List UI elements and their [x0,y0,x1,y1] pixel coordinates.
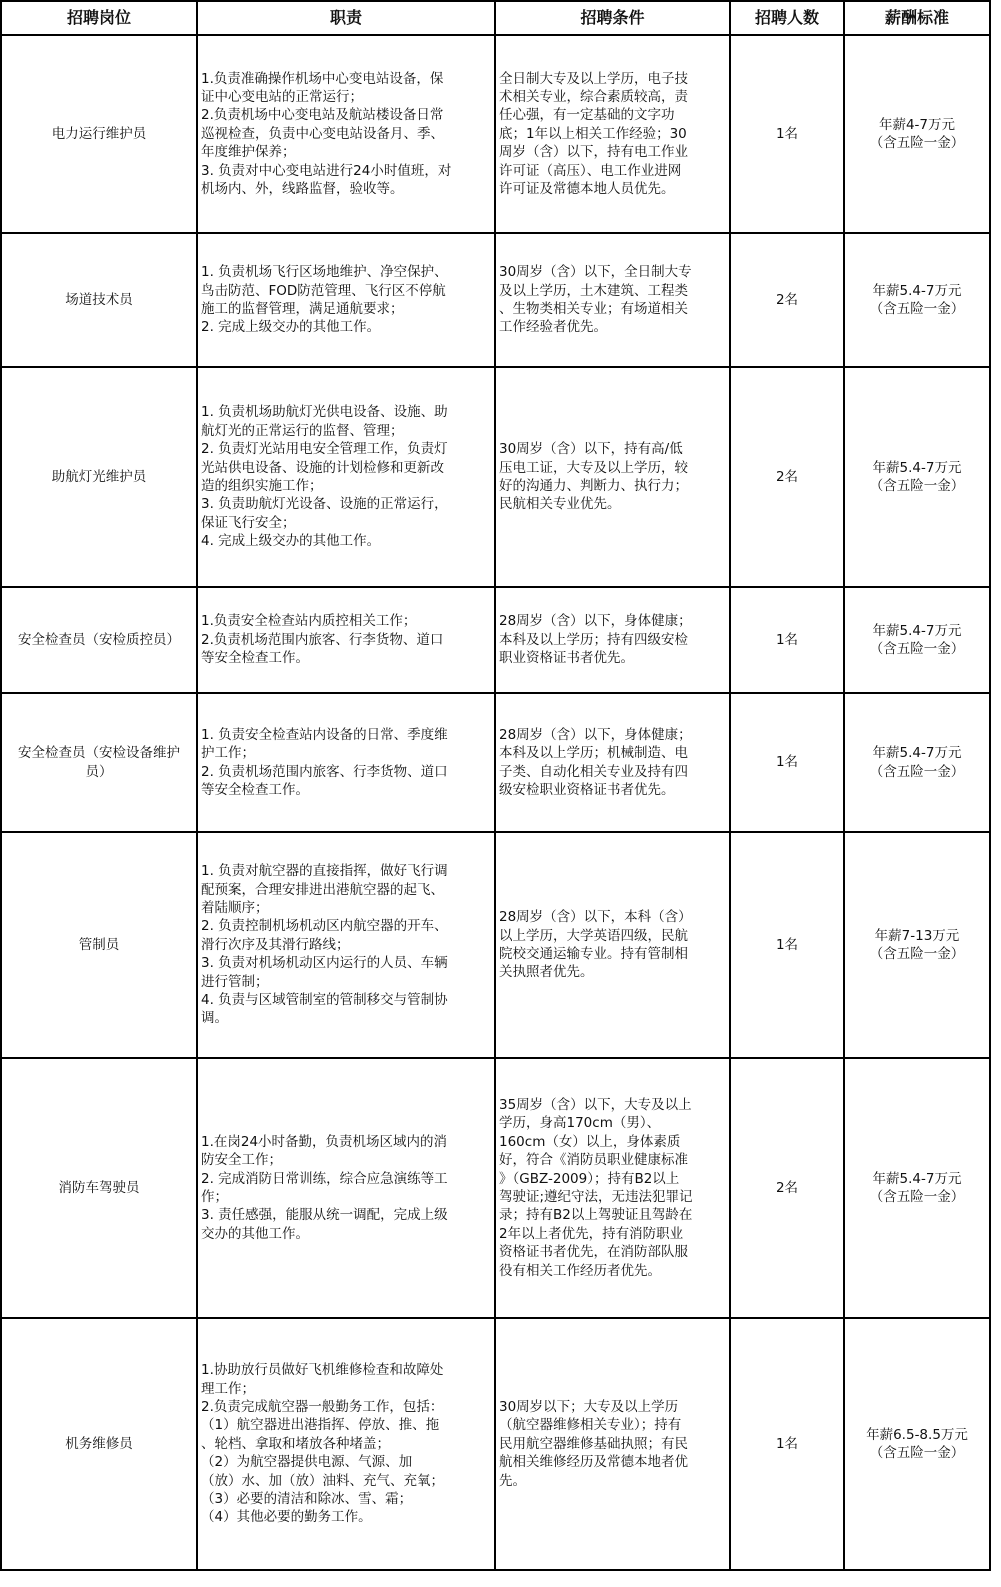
duties-cell: 1. 负责安全检查站内设备的日常、季度维 护工作； 2. 负责机场范围内旅客、行李货物、道口 等安全检查工作。 [197,693,495,832]
requirements-cell: 28周岁（含）以下，本科（含） 以上学历，大学英语四级，民航 院校交通运输专业。持有管制相 关执照者优先。 [495,832,730,1058]
table-row [1,1058,990,1318]
position-cell: 机务维修员 [1,1318,197,1570]
count-cell: 2名 [730,1058,844,1318]
position-cell: 消防车驾驶员 [1,1058,197,1318]
header-duties: 职责 [197,1,495,35]
position-cell: 安全检查员（安检质控员） [1,587,197,693]
duties-cell: 1.协助放行员做好飞机维修检查和故障处 理工作； 2.负责完成航空器一般勤务工作，包括： （1）航空器进出港指挥、停放、推、拖 、轮档、拿取和堵放各种堵盖； （2）为航空器提供电源、气源、加 （放）水、加（放）油料、充气、充氧； （3）必要的清洁和除冰、雪、霜； （4）其他必要的勤务工作。 [197,1318,495,1570]
requirements-cell: 35周岁（含）以下，大专及以上 学历，身高170cm（男）、 160cm（女）以上，身体素质 好，符合《消防员职业健康标准 》（GBZ-2009）；持有B2以上 驾驶证;遵纪守法，无违法犯罪记 录；持有B2以上驾驶证且驾龄在 2年以上者优先，持有消防职业 资格证书者优先，在消防部队服 役有相关工作经历者优先。 [495,1058,730,1318]
position-cell: 安全检查员（安检设备维护 员） [1,693,197,832]
salary-cell: 年薪5.4-7万元 （含五险一金） [844,587,990,693]
salary-cell: 年薪5.4-7万元 （含五险一金） [844,233,990,367]
position-cell: 电力运行维护员 [1,35,197,233]
salary-cell: 年薪6.5-8.5万元 （含五险一金） [844,1318,990,1570]
count-cell: 1名 [730,587,844,693]
requirements-cell: 全日制大专及以上学历，电子技 术相关专业，综合素质较高，责 任心强，有一定基础的文字功 底；1年以上相关工作经验；30 周岁（含）以下，持有电工作业 许可证（高压）、电工作业进网 许可证及常德本地人员优先。 [495,35,730,233]
header-requirements: 招聘条件 [495,1,730,35]
table-row [1,832,990,1058]
duties-cell: 1.在岗24小时备勤，负责机场区域内的消 防安全工作； 2. 完成消防日常训练，综合应急演练等工 作； 3. 责任感强，能服从统一调配，完成上级 交办的其他工作。 [197,1058,495,1318]
duties-cell: 1.负责准确操作机场中心变电站设备，保 证中心变电站的正常运行； 2.负责机场中心变电站及航站楼设备日常 巡视检查，负责中心变电站设备月、季、 年度维护保养； 3. 负责对中心变电站进行24小时值班，对 机场内、外，线路监督，验收等。 [197,35,495,233]
requirements-cell: 30周岁（含）以下，持有高/低 压电工证，大专及以上学历，较 好的沟通力、判断力、执行力； 民航相关专业优先。 [495,367,730,587]
salary-cell: 年薪5.4-7万元 （含五险一金） [844,693,990,832]
table-row [1,587,990,693]
count-cell: 1名 [730,35,844,233]
table-row [1,35,990,233]
requirements-cell: 30周岁以下；大专及以上学历 （航空器维修相关专业）；持有 民用航空器维修基础执照；有民 航相关维修经历及常德本地者优 先。 [495,1318,730,1570]
count-cell: 1名 [730,1318,844,1570]
requirements-cell: 30周岁（含）以下，全日制大专 及以上学历，土木建筑、工程类 、生物类相关专业；有场道相关 工作经验者优先。 [495,233,730,367]
count-cell: 2名 [730,367,844,587]
header-position: 招聘岗位 [1,1,197,35]
table-row [1,1318,990,1570]
table-row [1,367,990,587]
count-cell: 1名 [730,693,844,832]
position-cell: 场道技术员 [1,233,197,367]
position-cell: 助航灯光维护员 [1,367,197,587]
duties-cell: 1. 负责对航空器的直接指挥，做好飞行调 配预案，合理安排进出港航空器的起飞、 着陆顺序； 2. 负责控制机场机动区内航空器的开车、 滑行次序及其滑行路线； 3. 负责对机场机动区内运行的人员、车辆 进行管制； 4. 负责与区域管制室的管制移交与管制协 调。 [197,832,495,1058]
salary-cell: 年薪4-7万元 （含五险一金） [844,35,990,233]
salary-cell: 年薪7-13万元 （含五险一金） [844,832,990,1058]
salary-cell: 年薪5.4-7万元 （含五险一金） [844,1058,990,1318]
duties-cell: 1.负责安全检查站内质控相关工作； 2.负责机场范围内旅客、行李货物、道口 等安全检查工作。 [197,587,495,693]
count-cell: 1名 [730,832,844,1058]
header-count: 招聘人数 [730,1,844,35]
requirements-cell: 28周岁（含）以下，身体健康； 本科及以上学历；机械制造、电 子类、自动化相关专业及持有四 级安检职业资格证书者优先。 [495,693,730,832]
salary-cell: 年薪5.4-7万元 （含五险一金） [844,367,990,587]
position-cell: 管制员 [1,832,197,1058]
requirements-cell: 28周岁（含）以下，身体健康； 本科及以上学历；持有四级安检 职业资格证书者优先。 [495,587,730,693]
duties-cell: 1. 负责机场助航灯光供电设备、设施、助 航灯光的正常运行的监督、管理； 2. 负责灯光站用电安全管理工作，负责灯 光站供电设备、设施的计划检修和更新改 造的组织实施工作； 3. 负责助航灯光设备、设施的正常运行， 保证飞行安全； 4. 完成上级交办的其他工作。 [197,367,495,587]
table-row [1,693,990,832]
header-row [1,1,990,35]
count-cell: 2名 [730,233,844,367]
duties-cell: 1. 负责机场飞行区场地维护、净空保护、 鸟击防范、FOD防范管理、飞行区不停航 施工的监督管理，满足通航要求； 2. 完成上级交办的其他工作。 [197,233,495,367]
header-salary: 薪酬标准 [844,1,990,35]
table-row [1,233,990,367]
